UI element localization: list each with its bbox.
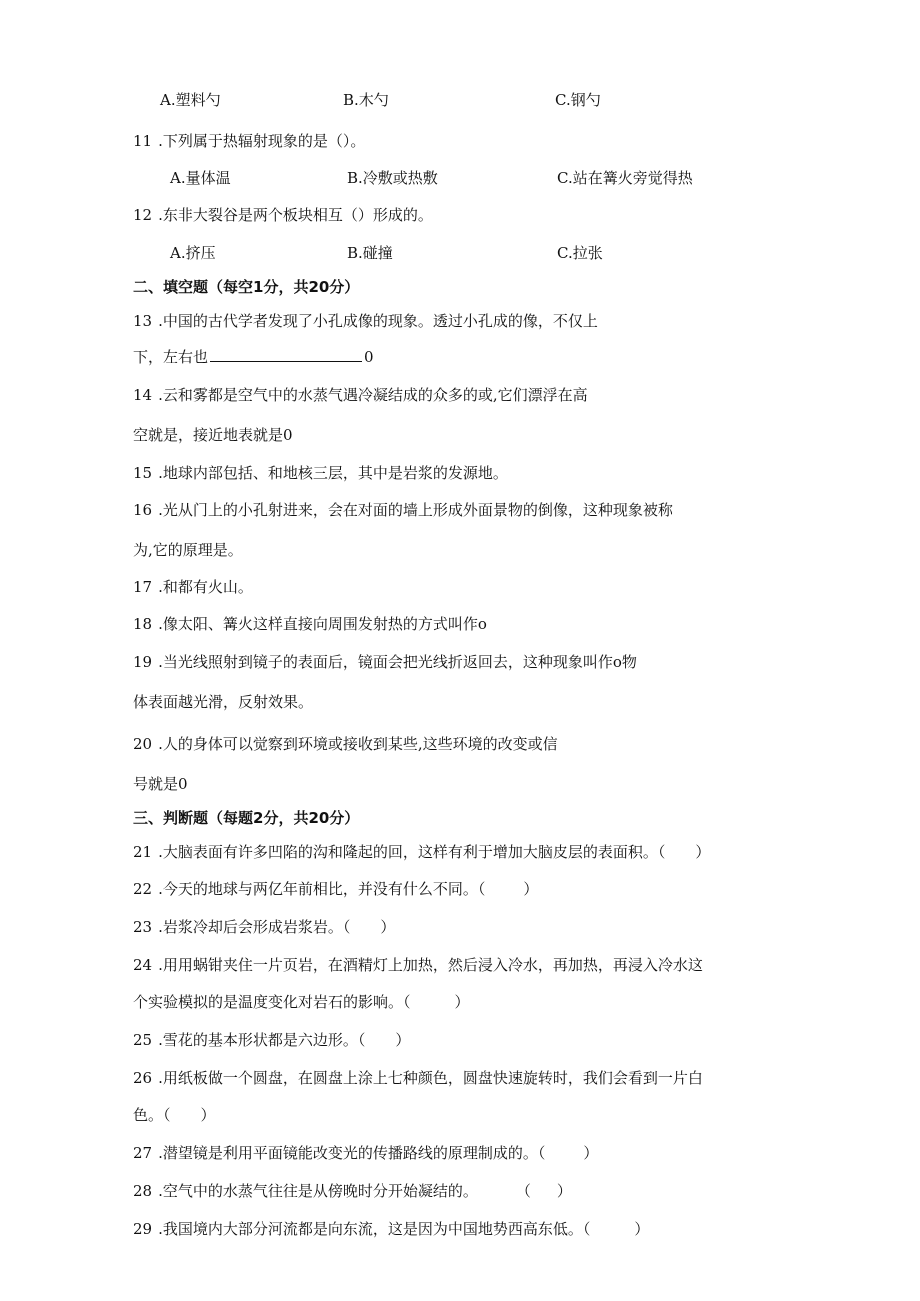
question-text: .我国境内大部分河流都是向东流，这是因为中国地势西高东低。（: [158, 1220, 591, 1238]
q11-option-a: A.量体温: [170, 169, 231, 187]
question-20-cont: 号就是0: [133, 775, 188, 793]
answer-paren-close[interactable]: ）: [634, 1220, 650, 1238]
question-text: .像太阳、篝火这样直接向周围发射热的方式叫作o: [158, 615, 487, 633]
question-14-cont: 空就是，接近地表就是0: [133, 426, 293, 444]
question-text: .和都有火山。: [158, 578, 253, 596]
question-12: [133, 205, 433, 225]
q10-option-a: A.塑料勺: [160, 91, 221, 109]
question-13-cont: [133, 347, 374, 367]
section-fill-blank-heading: 二、填空题（每空1分，共20分）: [133, 278, 360, 296]
question-16: [133, 500, 673, 520]
q12-option-b: B.碰撞: [347, 244, 393, 262]
q10-option-c: C.钢勺: [555, 91, 601, 109]
answer-paren-close[interactable]: ）: [454, 993, 470, 1011]
question-text: .下列属于热辐射现象的是（）。: [158, 132, 366, 150]
question-number: 25: [133, 1031, 153, 1049]
question-text: 色。（: [133, 1106, 171, 1124]
answer-paren-open[interactable]: （: [515, 1182, 531, 1200]
question-number: 16: [133, 501, 153, 519]
q11-option-b: B.冷敷或热敷: [347, 169, 438, 187]
question-text: .当光线照射到镜子的表面后，镜面会把光线折返回去，这种现象叫作o物: [158, 653, 637, 671]
question-text: .云和雾都是空气中的水蒸气遇冷凝结成的众多的或,它们漂浮在高: [158, 386, 588, 404]
question-text: .用纸板做一个圆盘，在圆盘上涂上七种颜色，圆盘快速旋转时，我们会看到一片白: [158, 1069, 703, 1087]
question-26-cont: [133, 1105, 216, 1125]
q12-option-a: A.挤压: [170, 244, 216, 262]
question-number: 24: [133, 956, 153, 974]
question-number: 19: [133, 653, 153, 671]
question-text: .今天的地球与两亿年前相比，并没有什么不同。（: [158, 880, 486, 898]
question-11: [133, 131, 365, 151]
question-13: [133, 311, 598, 331]
question-24: [133, 955, 703, 975]
question-text: .光从门上的小孔射进来，会在对面的墙上形成外面景物的倒像，这种现象被称: [158, 501, 673, 519]
question-number: 23: [133, 918, 153, 936]
question-22: [133, 879, 538, 899]
question-17: [133, 577, 253, 597]
question-number: 11: [133, 132, 153, 150]
answer-paren-close[interactable]: ）: [380, 918, 396, 936]
question-number: 29: [133, 1220, 153, 1238]
question-26: [133, 1068, 703, 1088]
question-29: [133, 1219, 649, 1239]
question-text: .潜望镜是利用平面镜能改变光的传播路线的原理制成的。（: [158, 1144, 546, 1162]
question-text: 0: [364, 348, 374, 366]
question-number: 21: [133, 843, 153, 861]
answer-paren-close[interactable]: ）: [523, 880, 539, 898]
question-number: 12: [133, 206, 153, 224]
question-number: 14: [133, 386, 153, 404]
answer-paren-close[interactable]: ）: [556, 1182, 572, 1200]
question-14: [133, 385, 588, 405]
question-number: 27: [133, 1144, 153, 1162]
question-text: 下，左右也: [133, 348, 209, 366]
question-25: [133, 1030, 410, 1050]
question-number: 18: [133, 615, 153, 633]
question-number: 28: [133, 1182, 153, 1200]
question-19-cont: 体表面越光滑，反射效果。: [133, 693, 314, 711]
question-18: [133, 614, 487, 634]
question-text: .用用蜗钳夹住一片页岩，在酒精灯上加热，然后浸入冷水，再加热，再浸入冷水这: [158, 956, 703, 974]
section-judgement-heading: 三、判断题（每题2分，共20分）: [133, 809, 360, 827]
q12-option-c: C.拉张: [557, 244, 603, 262]
answer-blank[interactable]: [210, 347, 362, 362]
question-19: [133, 652, 637, 672]
question-16-cont: 为,它的原理是。: [133, 541, 243, 559]
question-text: .中国的古代学者发现了小孔成像的现象。透过小孔成的像，不仅上: [158, 312, 598, 330]
question-24-cont: [133, 992, 470, 1012]
question-27: [133, 1143, 598, 1163]
question-21: [133, 842, 710, 862]
question-text: 个实验模拟的是温度变化对岩石的影响。（: [133, 993, 411, 1011]
question-text: .人的身体可以觉察到环境或接收到某些,这些环境的改变或信: [158, 735, 558, 753]
question-number: 20: [133, 735, 153, 753]
question-text: .岩浆冷却后会形成岩浆岩。（: [158, 918, 351, 936]
answer-paren-close[interactable]: ）: [583, 1144, 599, 1162]
question-15: [133, 463, 508, 483]
question-28: [133, 1181, 572, 1201]
question-text: .东非大裂谷是两个板块相互（）形成的。: [158, 206, 433, 224]
answer-paren-close[interactable]: ）: [200, 1106, 216, 1124]
question-20: [133, 734, 558, 754]
q11-option-c: C.站在篝火旁觉得热: [557, 169, 693, 187]
question-number: 17: [133, 578, 153, 596]
question-text: .雪花的基本形状都是六边形。（: [158, 1031, 366, 1049]
question-text: .地球内部包括、和地核三层，其中是岩浆的发源地。: [158, 464, 508, 482]
answer-paren-close[interactable]: ）: [695, 843, 711, 861]
question-number: 15: [133, 464, 153, 482]
question-number: 26: [133, 1069, 153, 1087]
answer-paren-close[interactable]: ）: [395, 1031, 411, 1049]
question-text: .空气中的水蒸气往往是从傍晚时分开始凝结的。: [158, 1182, 478, 1200]
question-text: .大脑表面有许多凹陷的沟和隆起的回，这样有利于增加大脑皮层的表面积。（: [158, 843, 666, 861]
question-number: 22: [133, 880, 153, 898]
q10-option-b: B.木勺: [343, 91, 389, 109]
question-23: [133, 917, 395, 937]
question-number: 13: [133, 312, 153, 330]
